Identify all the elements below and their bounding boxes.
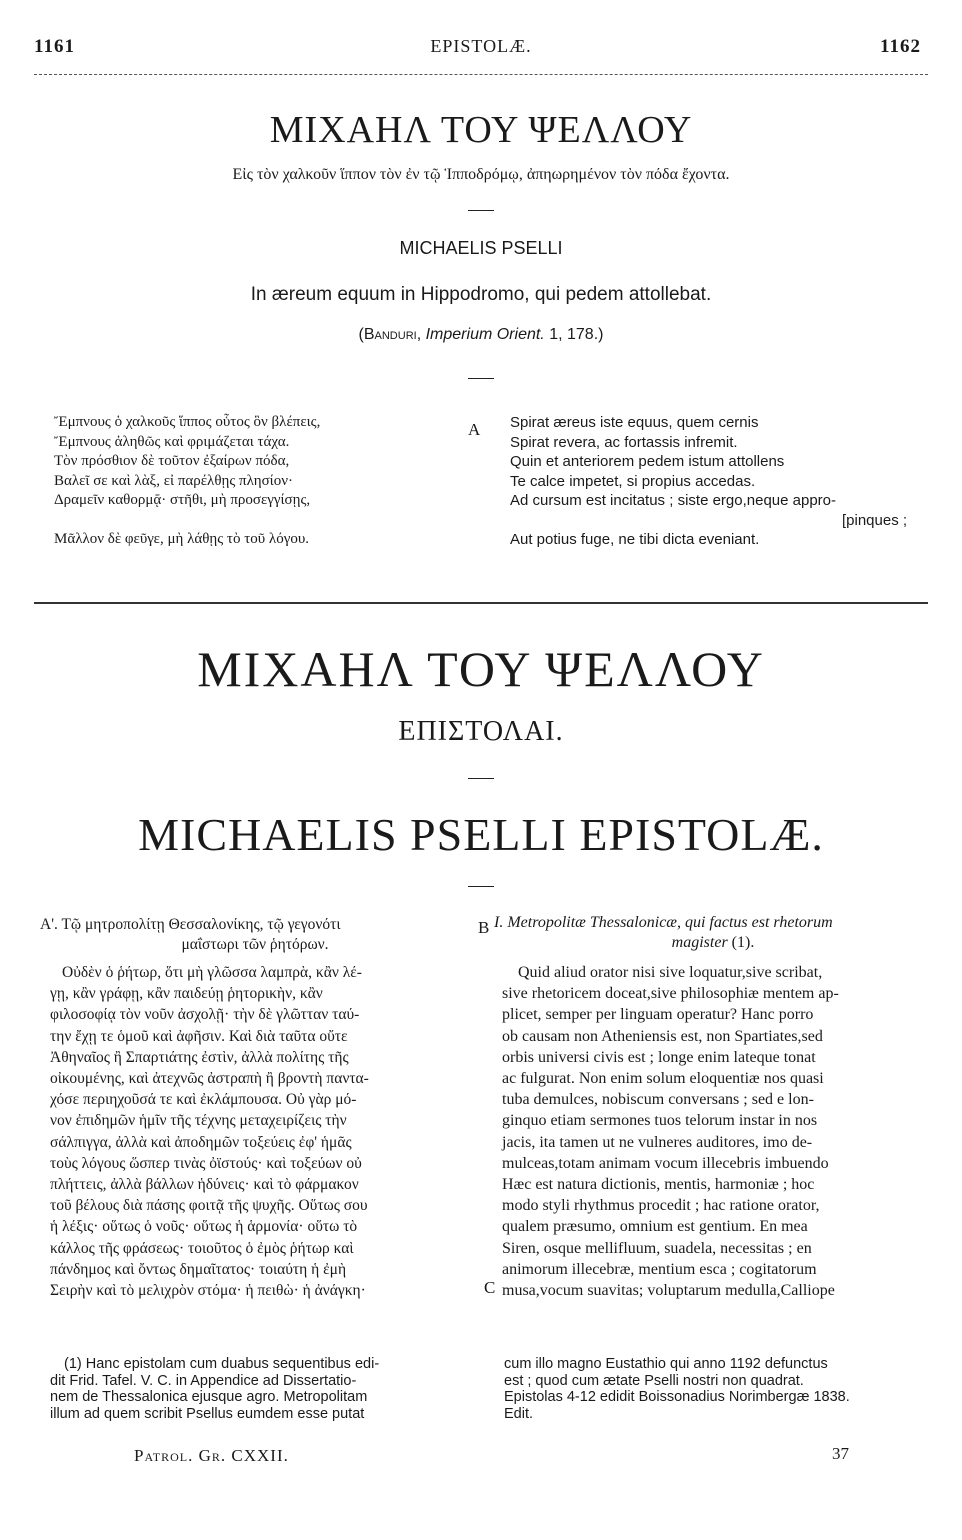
poem-latin-line: Spirat æreus iste equus, quem cernis: [510, 414, 759, 431]
source-open-paren: (: [358, 326, 364, 343]
letter-greek-heading-line: μαΐστωρι τῶν ῥητόρων.: [181, 936, 329, 953]
latin-text-line: Quid aliud orator nisi sive loquatur,sive scribat,: [518, 964, 823, 981]
letter-greek-text: [50, 962, 470, 1301]
letter-greek-heading: [40, 915, 470, 955]
section-rule: [34, 602, 928, 604]
latin-text-line: jacis, ita tamen ut ne vulneres auditores, imo de-: [502, 1133, 813, 1151]
latin-text-line: mulceas,totam animam vocum illecebris imbuendo: [502, 1154, 829, 1172]
latin-text-line: ob causam non Atheniensis est, non Spartiates,sed: [502, 1027, 823, 1045]
poem-greek-line: Τὸν πρόσθιον δὲ τοῦτον ἐξαίρων πόδα,: [54, 453, 290, 469]
greek-text-line: σάλπιγγα, ἀλλὰ καὶ ἀποδημῶν τοξεύεις ἐφ' ἡμᾶς: [50, 1133, 352, 1151]
footnote-right: [504, 1356, 936, 1422]
epistolae-greek-title: ΜΙΧΑΗΛ ΤΟΥ ΨΕΛΛΟΥ: [197, 641, 765, 697]
latin-text-line: ac fulgurat. Non enim solum eloquentiæ nos quasi: [502, 1070, 824, 1088]
latin-text-line: musa,vocum suavitas; voluptarum medulla,Calliope: [502, 1282, 835, 1300]
greek-text-line: φιλοσοφίᾳ τὸν νοῦν ἀσχολῇ· τὴν δὲ γλῶτταν ταύ-: [50, 1006, 360, 1024]
printer-signature: Patrol. Gr. CXXII.: [134, 1446, 289, 1465]
latin-text-line: sive rhetoricem doceat,sive philosophiæ mentem ap-: [502, 985, 839, 1003]
poem-latin-line: Quin et anteriorem pedem istum attollens: [510, 453, 785, 470]
poem-latin-line: Ad cursum est incitatus ; siste ergo,neque appro-: [510, 492, 837, 509]
margin-marker-a: A: [468, 420, 481, 439]
separator-dash: [468, 210, 494, 211]
greek-text-line: τοὺς λόγους ὥσπερ τινὰς ὀϊστούς· καὶ τοξεύων οὐ: [50, 1154, 362, 1172]
greek-text-line: γῃ, κἂν γράφῃ, κἂν παιδεύῃ ῥητορικὴν, κἂν: [50, 985, 323, 1003]
latin-text-line: Hæc est natura dictionis, mentis, harmoniæ ; hoc: [502, 1176, 815, 1194]
latin-text-line: animorum illecebræ, mentium esca ; cogitatorum: [502, 1260, 817, 1278]
page-number-left: 1161: [34, 36, 75, 57]
separator-dash: [468, 778, 494, 779]
greek-text-line: ἡ λέξις· οὕτως ὁ νοῦς· οὕτως ἡ ἁρμονία· οὕτω τὸ: [50, 1218, 358, 1236]
epistolae-latin-title: MICHAELIS PSELLI EPISTOLÆ.: [138, 809, 824, 860]
header-rule: [34, 74, 928, 75]
latin-text-line: tuba demulces, nobiscum conversans ; sed e lon-: [502, 1091, 814, 1109]
greek-text-line: πλήττεις, ἀλλὰ βάλλων ἡδύνεις· καὶ τὸ φάρμακον: [50, 1176, 359, 1194]
footnote-line: Edit.: [504, 1405, 534, 1422]
footnote-line: cum illo magno Eustathio qui anno 1192 defunctus: [504, 1356, 828, 1372]
source-work: Imperium Orient.: [425, 326, 545, 343]
poem-greek-line: Μᾶλλον δὲ φεῦγε, μὴ λάθῃς τὸ τοῦ λόγου.: [54, 531, 309, 547]
letter-latin-heading-line: I. Metropolitæ Thessalonicæ, qui factus est rhetorum: [494, 914, 833, 931]
poem-latin-title: MICHAELIS PSELLI: [399, 238, 563, 258]
greek-text-line: οἰκουμένης, καὶ ἀτεχνῶς ἀστραπὴ ἢ βροντὴ παντα-: [50, 1070, 369, 1088]
footnote-left: [50, 1356, 480, 1422]
greek-text-line: πάνδημος καὶ ὄντως δημαῖτατος· τοιαύτη ἡ ἐμὴ: [50, 1260, 347, 1278]
latin-text-line: Siren, osque mellifluum, suadela, necessitas ; en: [502, 1239, 812, 1257]
separator-dash: [468, 378, 494, 379]
running-title: EPISTOLÆ.: [430, 36, 532, 56]
sheet-number: 37: [832, 1444, 849, 1463]
page-number-right: 1162: [880, 36, 921, 57]
poem-latin-line: Te calce impetet, si propius accedas.: [510, 472, 756, 490]
poem-latin-line: Spirat revera, ac fortassis infremit.: [510, 433, 738, 451]
poem-latin-line: Aut potius fuge, ne tibi dicta eveniant.: [510, 531, 760, 548]
poem-latin-subtitle: In æreum equum in Hippodromo, qui pedem attollebat.: [250, 284, 712, 305]
latin-text-line: qualem præsumo, omnium est gentium. En mea: [502, 1218, 808, 1236]
greek-text-line: νον ἐπιδημῶν ἡμῖν τῆς τέχνης μεταχειρίζεις τὴν: [50, 1112, 347, 1130]
poem-greek-line: Ἔμπνους ὁ χαλκοῦς ἵππος οὗτος ὃν βλέπεις,: [54, 414, 321, 430]
latin-text-line: orbis universi civis est ; longe enim lateque tonat: [502, 1048, 816, 1066]
latin-text-line: modo styli rhythmus procedit ; hac ratione orator,: [502, 1197, 820, 1215]
margin-marker-c: C: [484, 1278, 496, 1297]
greek-text-line: κάλλος τῆς φράσεως· τοιοῦτος ὁ ἐμὸς ῥήτωρ καὶ: [50, 1239, 354, 1257]
letter-latin-heading: [494, 913, 932, 953]
footnote-line: est ; quod cum ætate Pselli nostri non quadrat.: [504, 1372, 804, 1389]
poem-greek-title: ΜΙΧΑΗΛ ΤΟΥ ΨΕΛΛΟΥ: [269, 109, 693, 151]
latin-text-line: plicet, semper per linguam operatur? Hanc porro: [502, 1006, 814, 1024]
footnote-line: Epistolas 4-12 edidit Boissonadius Norimbergæ 1838.: [504, 1389, 850, 1405]
poem-source-reference: [0, 326, 962, 344]
poem-latin-lines: [510, 413, 907, 550]
letter-latin-heading-line: magister: [671, 934, 728, 951]
footnote-line: illum ad quem scribit Psellus eumdem esse putat: [50, 1405, 365, 1422]
greek-text-line: Οὐδὲν ὁ ῥήτωρ, ὅτι μὴ γλῶσσα λαμπρὰ, κἂν λέ-: [62, 964, 362, 981]
poem-greek-line: Βαλεῖ σε καὶ λὰξ, εἰ παρέλθῃς πλησίον·: [54, 472, 293, 489]
poem-greek-line: Δραμεῖν καθορμᾷ· στῆθι, μὴ προσεγγίσῃς,: [54, 492, 311, 508]
source-ref: 1, 178.): [549, 326, 604, 343]
source-author: Banduri,: [363, 326, 422, 343]
footnote-line: (1) Hanc epistolam cum duabus sequentibus edi-: [64, 1356, 380, 1372]
greek-text-line: τοῦ βέλους διὰ πάσης φοιτᾷ τῆς ψυχῆς. Οὕτως σου: [50, 1197, 368, 1215]
footnote-reference: (1).: [731, 934, 755, 951]
letter-latin-text: [502, 962, 934, 1301]
epistolae-greek-subtitle: ΕΠΙΣΤΟΛΑΙ.: [398, 716, 564, 747]
poem-latin-line: [pinques ;: [842, 511, 908, 529]
margin-marker-b: B: [478, 918, 490, 937]
letter-greek-heading-line: Α'. Τῷ μητροπολίτῃ Θεσσαλονίκης, τῷ γεγονότι: [40, 916, 341, 933]
separator-dash: [468, 886, 494, 887]
poem-greek-line: Ἔμπνους ἀληθῶς καὶ φριμάζεται τάχα.: [54, 433, 290, 450]
greek-text-line: χόσε περιηχοῦσά τε καὶ ἐκλάμπουσα. Οὐ γὰρ μό-: [50, 1091, 357, 1109]
footnote-line: nem de Thessalonica ejusque agro. Metropolitam: [50, 1389, 368, 1405]
poem-greek-lines: [54, 413, 320, 550]
greek-text-line: την ἔχῃ τε ὁμοῦ καὶ ἀφῆσιν. Καὶ διὰ ταῦτα οὔτε: [50, 1027, 348, 1045]
latin-text-line: ginquo etiam sermones tuos telorum instar in nos: [502, 1112, 818, 1130]
poem-greek-subtitle: Εἰς τὸν χαλκοῦν ἵππον τὸν ἐν τῷ Ἱπποδρόμῳ, ἀπηωρημένον τὸν πόδα ἔχοντα.: [232, 166, 730, 183]
greek-text-line: Ἀθηναῖος ἢ Σπαρτιάτης ἐστὶν, ἀλλὰ πολίτης τῆς: [50, 1048, 349, 1066]
footnote-line: dit Frid. Tafel. V. C. in Appendice ad Dissertatio-: [50, 1372, 357, 1389]
greek-text-line: Σειρὴν καὶ τὸ μελιχρὸν στόμα· ἡ πειθὼ· ἡ ἀνάγκη·: [50, 1282, 366, 1300]
